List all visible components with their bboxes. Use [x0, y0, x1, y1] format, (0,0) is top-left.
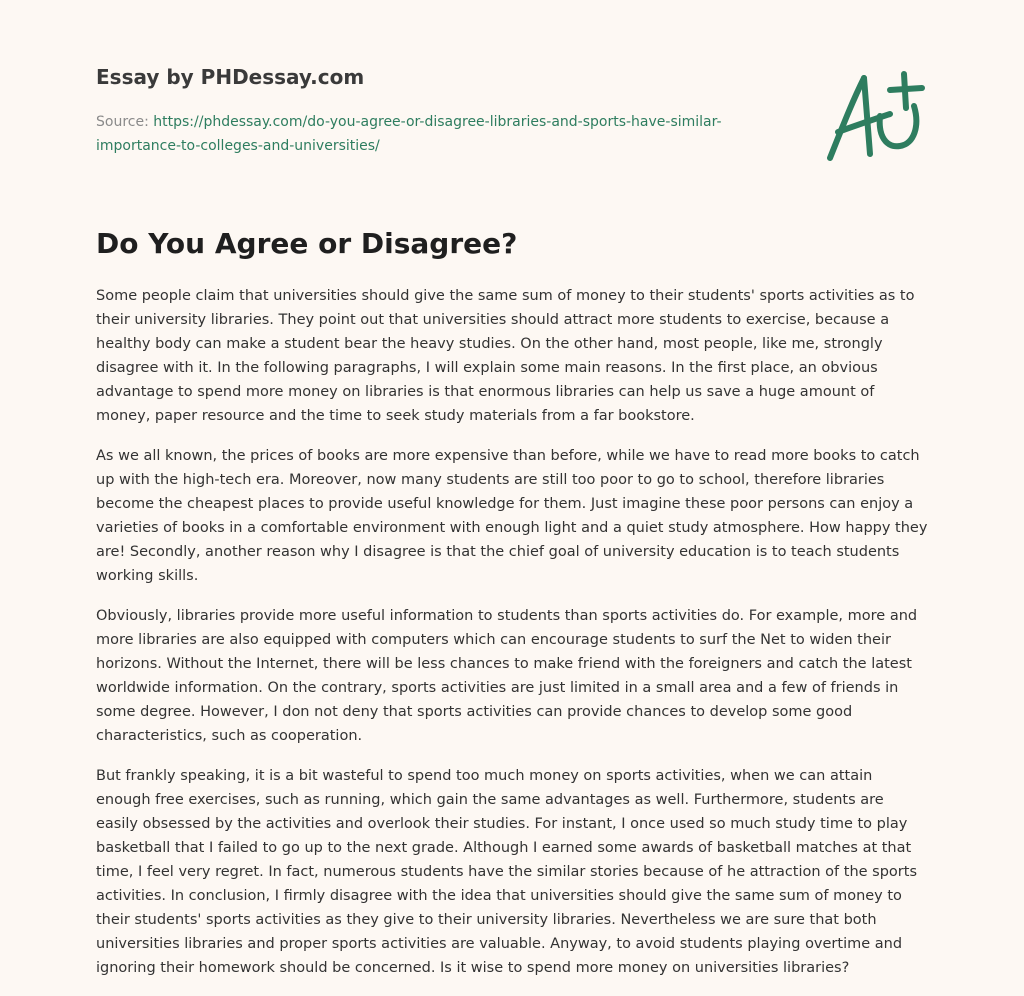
source-link[interactable]: https://phdessay.com/do-you-agree-or-disagree-libraries-and-sports-have-similar-importance-to-colleges-and-universities/: [96, 114, 722, 154]
essay-paragraph: But frankly speaking, it is a bit wasteful to spend too much money on sports activities, when we can attain enough free exercises, such as running, which gain the same advantages as well. Furthermore, students are easily obsessed by the activities and overlook their studies. For instant, I once used so much study time to play basketball that I failed to go up to the next grade. Although I earned some awards of basketball matches at that time, I feel very regret. In fact, numerous students have the similar stories because of he attraction of the sports activities. In conclusion, I firmly disagree with the idea that universities should give the same sum of money to their students' sports activities as they give to their university libraries. Nevertheless we are sure that both universities libraries and proper sports activities are valuable. Anyway, to avoid students playing overtime and ignoring their homework should be concerned. Is it wise to spend more money on universities libraries?: [96, 768, 918, 976]
site-brand: Essay by PHDessay.com: [96, 65, 365, 89]
essay-body: [96, 284, 930, 996]
essay-header: [96, 62, 756, 158]
a-plus-grade-icon: [820, 66, 932, 166]
source-line: [96, 110, 756, 158]
essay-title: Do You Agree or Disagree?: [96, 227, 518, 260]
source-label: Source:: [96, 114, 149, 130]
essay-paragraph: As we all known, the prices of books are more expensive than before, while we have to read more books to catch up with the high-tech era. Moreover, now many students are still too poor to go to school, therefore libraries become the cheapest places to provide useful knowledge for them. Just imagine these poor persons can enjoy a varieties of books in a comfortable environment with enough light and a quiet study atmosphere. How happy they are! Secondly, another reason why I disagree is that the chief goal of university education is to teach students working skills.: [96, 448, 928, 584]
essay-paragraph: Obviously, libraries provide more useful information to students than sports activities do. For example, more and more libraries are also equipped with computers which can encourage students to surf the Net to widen their horizons. Without the Internet, there will be less chances to make friend with the foreigners and catch the latest worldwide information. On the contrary, sports activities are just limited in a small area and a few of friends in some degree. However, I don not deny that sports activities can provide chances to develop some good characteristics, such as cooperation.: [96, 608, 918, 744]
essay-paragraph: Some people claim that universities should give the same sum of money to their students' sports activities as to their university libraries. They point out that universities should attract more students to exercise, because a healthy body can make a student bear the heavy studies. On the other hand, most people, like me, strongly disagree with it. In the following paragraphs, I will explain some main reasons. In the first place, an obvious advantage to spend more money on libraries is that enormous libraries can help us save a huge amount of money, paper resource and the time to seek study materials from a far bookstore.: [96, 288, 915, 424]
